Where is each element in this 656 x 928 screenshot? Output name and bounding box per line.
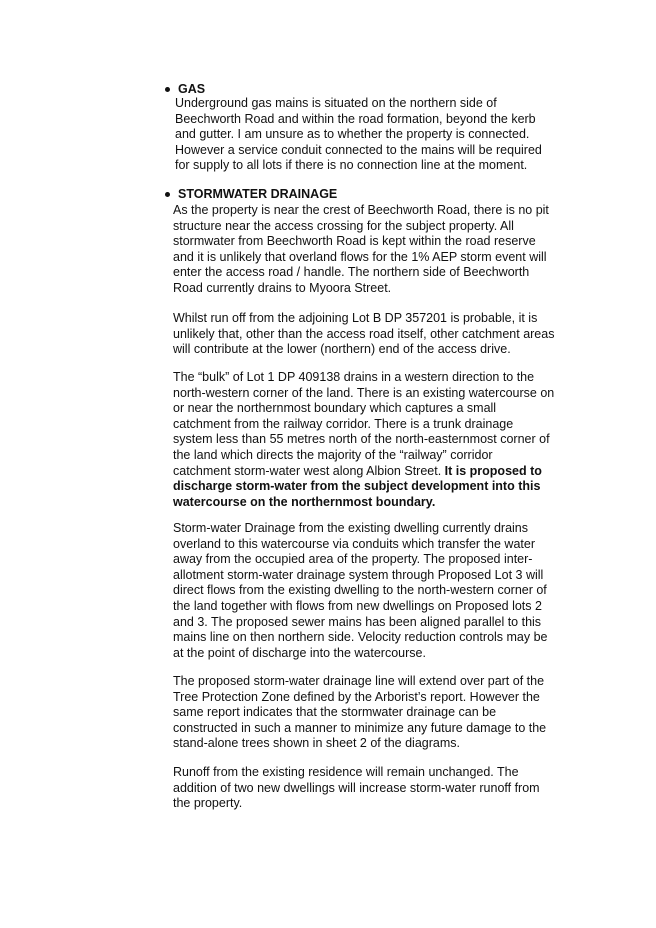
bullet-icon: [165, 192, 170, 197]
stormwater-paragraph-2: Whilst run off from the adjoining Lot B DP 357201 is probable, it is unlikely that, other than the access road itself, other catchment areas will contribute at the lower (northern) end of the access drive.: [173, 311, 555, 357]
stormwater-paragraph-6: Runoff from the existing residence will remain unchanged. The addition of two new dwellings will increase storm-water runoff from the property.: [173, 765, 540, 811]
gas-body: Underground gas mains is situated on the northern side of Beechworth Road and within the road formation, beyond the kerb and gutter. I am unsure as to whether the property is connected. However a service conduit connected to the mains will be required for supply to all lots if there is no connection line at the moment.: [175, 96, 542, 173]
stormwater-paragraph-3: [173, 370, 598, 510]
gas-heading: GAS: [178, 82, 206, 96]
stormwater-paragraph-1: As the property is near the crest of Beechworth Road, there is no pit structure near the access crossing for the subject property. All stormwater from Beechworth Road is kept within the road reserve and it is unlikely that overland flows for the 1% AEP storm event will enter the access road / handle. The northern side of Beechworth Road currently drains to Myoora Street.: [173, 203, 549, 295]
stormwater-paragraph-4: Storm-water Drainage from the existing dwelling currently drains overland to this watercourse via conduits which transfer the water away from the occupied area of the property. The proposed inter- allotment storm-water drainage system through Proposed Lot 3 will direct flows from the existing dwelling to the north-western corner of the land together with flows from new dwellings on Proposed lots 2 and 3. The proposed sewer mains has been aligned parallel to this mains line on then northern side. Velocity reduction controls may be at the point of discharge into the watercourse.: [173, 521, 548, 660]
gas-heading-row: [163, 81, 603, 97]
stormwater-paragraph-3-emphasis: It is proposed to discharge storm-water from the subject development into this watercourse on the northernmost boundary.: [173, 463, 542, 509]
stormwater-paragraph-5: The proposed storm-water drainage line will extend over part of the Tree Protection Zone defined by the Arborist’s report. However the same report indicates that the stormwater drainage can be constructed in such a manner to minimize any future damage to the stand-alone trees shown in sheet 2 of the diagrams.: [173, 674, 547, 751]
stormwater-heading-row: [163, 186, 603, 202]
stormwater-paragraph-3-text: The “bulk” of Lot 1 DP 409138 drains in a western direction to the north-western corner of the land. There is an existing watercourse on or near the northernmost boundary which captures a small catchment from the railway corridor. There is a trunk drainage system less than 55 metres north of the north-easternmost corner of the land which directs the majority of the “railway” corridor catchment storm-water west along Albion Street.: [173, 370, 555, 478]
stormwater-heading: STORMWATER DRAINAGE: [178, 187, 338, 201]
bullet-icon: [165, 87, 170, 92]
